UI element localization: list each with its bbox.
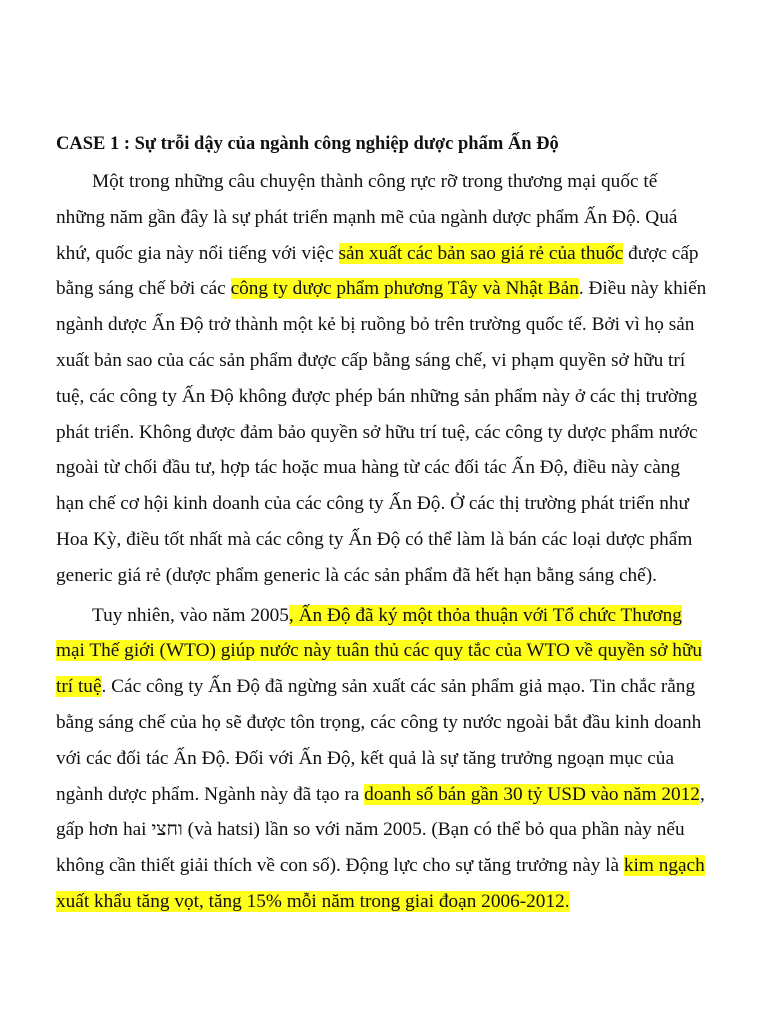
text-segment: ,	[699, 783, 705, 805]
document-page	[56, 128, 732, 920]
text-line	[56, 450, 732, 486]
text-segment: . Các công ty Ấn Độ đã ngừng sản xuất các sản phẩm giả mạo. Tin chắc rằng	[101, 676, 696, 698]
document-title: CASE 1 : Sự trỗi dậy của ngành công nghiệp dược phẩm Ấn Độ	[56, 134, 559, 154]
text-segment: những năm gần đây là sự phát triển mạnh mẽ của ngành dược phẩm Ấn Độ. Quá	[56, 206, 678, 228]
text-line	[56, 633, 732, 669]
highlighted-text: mại Thế giới (WTO) giúp nước này tuân thủ các quy tắc của WTO về quyền sở hữu	[56, 640, 703, 662]
text-segment: ngoài từ chối đầu tư, hợp tác hoặc mua hàng từ các đối tác Ấn Độ, điều này càng	[56, 457, 681, 479]
text-line	[56, 164, 732, 200]
text-line	[56, 741, 732, 777]
text-segment: với các đối tác Ấn Độ. Đối với Ấn Độ, kết quả là sự tăng trưởng ngoạn mục của	[56, 747, 674, 769]
document-body	[56, 164, 732, 920]
text-line	[56, 415, 732, 451]
text-line	[56, 522, 732, 558]
highlighted-text: kim ngạch	[623, 855, 705, 877]
text-segment: bằng sáng chế của họ sẽ được tôn trọng, các công ty nước ngoài bắt đầu kinh doanh	[56, 711, 702, 733]
highlighted-text: xuất khẩu tăng vọt, tăng 15% mỗi năm trong giai đoạn 2006-2012.	[56, 890, 570, 912]
paragraph	[56, 164, 732, 594]
text-line	[56, 777, 732, 813]
text-segment: hạn chế cơ hội kinh doanh của các công ty Ấn Độ. Ở các thị trường phát triển như	[56, 493, 689, 515]
text-line	[56, 669, 732, 705]
text-line	[56, 271, 732, 307]
text-line	[56, 200, 732, 236]
text-line	[56, 343, 732, 379]
text-line	[56, 307, 732, 343]
text-segment: ngành dược Ấn Độ trở thành một kẻ bị ruồng bỏ trên trường quốc tế. Bởi vì họ sản	[56, 314, 695, 336]
highlighted-text: công ty dược phẩm phương Tây và Nhật Bản	[230, 278, 579, 300]
text-line	[56, 705, 732, 741]
text-segment: phát triển. Không được đảm bảo quyền sở hữu trí tuệ, các công ty dược phẩm nước	[56, 421, 698, 443]
text-segment: được cấp	[623, 242, 699, 264]
text-segment: Hoa Kỳ, điều tốt nhất mà các công ty Ấn Độ có thể làm là bán các loại dược phẩm	[56, 528, 693, 550]
text-line	[56, 884, 732, 920]
text-segment: xuất bản sao của các sản phẩm được cấp bằng sáng chế, vi phạm quyền sở hữu trí	[56, 349, 686, 371]
text-segment: tuệ, các công ty Ấn Độ không được phép bán những sản phẩm này ở các thị trường	[56, 385, 698, 407]
highlighted-text: trí tuệ	[56, 676, 102, 698]
highlighted-text: , Ấn Độ đã ký một thỏa thuận với Tổ chức Thương	[288, 604, 682, 626]
text-segment: khứ, quốc gia này nổi tiếng với việc	[56, 242, 339, 264]
text-segment: gấp hơn hai וחצי (và hatsi) lần so với năm 2005. (Bạn có thể bỏ qua phần này nếu	[56, 819, 685, 841]
text-line	[56, 486, 732, 522]
text-line	[56, 812, 732, 848]
paragraph	[56, 598, 732, 920]
text-segment: Tuy nhiên, vào năm 2005	[92, 604, 289, 626]
text-segment: Một trong những câu chuyện thành công rực rỡ trong thương mại quốc tế	[92, 171, 658, 192]
text-line	[56, 379, 732, 415]
text-segment: bằng sáng chế bởi các	[56, 278, 231, 300]
text-segment: generic giá rẻ (dược phẩm generic là các sản phẩm đã hết hạn bằng sáng chế).	[56, 564, 657, 586]
text-segment: . Điều này khiến	[578, 278, 707, 300]
highlighted-text: doanh số bán gần 30 tỷ USD vào năm 2012	[364, 783, 700, 805]
text-segment: không cần thiết giải thích về con số). Động lực cho sự tăng trưởng này là	[56, 855, 624, 877]
text-line	[56, 558, 732, 594]
text-line	[56, 236, 732, 272]
text-line	[56, 848, 732, 884]
text-line	[56, 598, 732, 634]
text-segment: ngành dược phẩm. Ngành này đã tạo ra	[56, 783, 365, 805]
highlighted-text: sản xuất các bản sao giá rẻ của thuốc	[338, 242, 624, 264]
